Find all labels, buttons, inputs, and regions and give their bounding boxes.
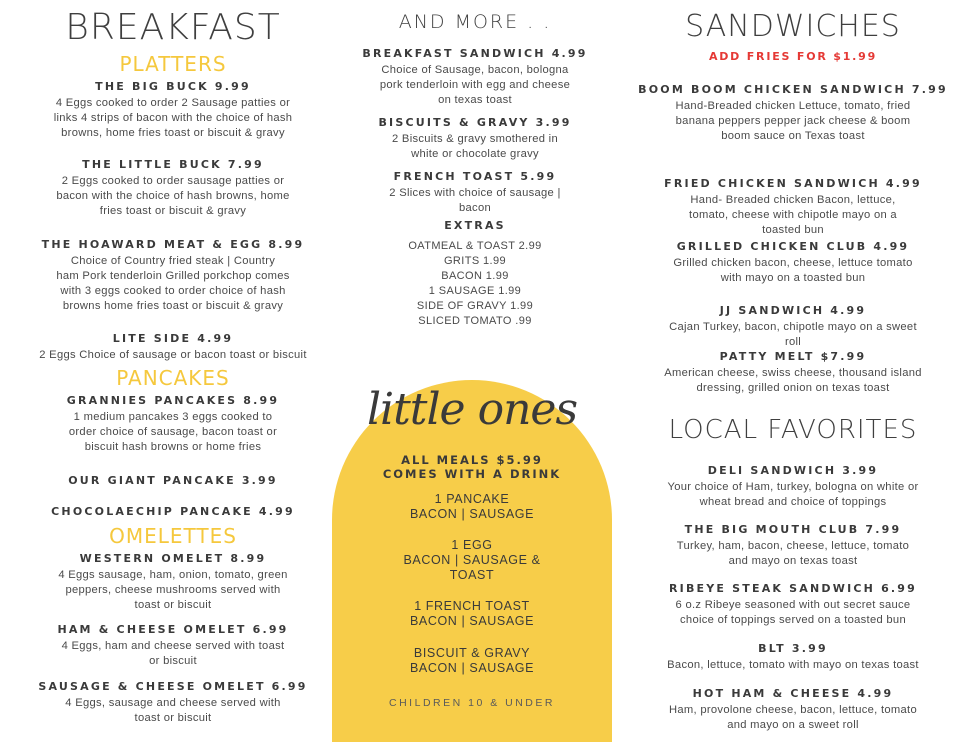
desc-line: Cajan Turkey, bacon, chipotle mayo on a sweet — [669, 321, 917, 333]
item-description — [14, 348, 332, 363]
item-name: DELI SANDWICH 3.99 — [707, 464, 879, 477]
desc-line: with mayo on a toasted bun — [720, 272, 866, 284]
kids-meal-line: TOAST — [449, 568, 495, 582]
item-name: BLT 3.99 — [758, 642, 828, 655]
desc-line: browns, home fries toast or biscuit & gravy — [61, 127, 285, 139]
little-ones-title: little ones — [366, 384, 578, 435]
extras-item: BACON 1.99 — [441, 270, 509, 282]
menu-item — [634, 687, 952, 733]
item-description — [634, 539, 952, 569]
item-description — [634, 658, 952, 673]
sandwiches-column — [634, 0, 952, 742]
desc-line: choice of toppings served on a toasted bun — [680, 614, 906, 626]
item-name: JJ SANDWICH 4.99 — [719, 304, 867, 317]
sandwiches-title: SANDWICHES — [685, 9, 901, 44]
item-description — [14, 568, 332, 613]
item-name: SAUSAGE & CHEESE OMELET 6.99 — [38, 680, 308, 693]
item-name: THE HOAWARD MEAT & EGG 8.99 — [41, 238, 305, 251]
desc-line: and mayo on texas toast — [728, 555, 858, 567]
menu-item — [634, 350, 952, 396]
desc-line: 4 Eggs sausage, ham, onion, tomato, green — [58, 569, 288, 581]
desc-line: and mayo on a sweet roll — [727, 719, 859, 731]
desc-line: white or chocolate gravy — [411, 148, 539, 160]
desc-line: tomato, cheese with chipotle mayo on a — [689, 209, 897, 221]
item-description — [14, 96, 332, 141]
item-name: BREAKFAST SANDWICH 4.99 — [362, 47, 588, 60]
kids-meal-line: BACON | SAUSAGE — [409, 614, 535, 628]
menu-item — [634, 83, 952, 144]
extras-item: GRITS 1.99 — [443, 255, 507, 267]
item-name: RIBEYE STEAK SANDWICH 6.99 — [668, 582, 918, 595]
little-ones-content — [332, 0, 612, 742]
item-name: GRANNIES PANCAKES 8.99 — [66, 394, 280, 407]
item-description — [634, 598, 952, 628]
kids-meal-line: BACON | SAUSAGE & — [403, 553, 541, 567]
extras-item: SIDE OF GRAVY 1.99 — [416, 300, 534, 312]
desc-line: bacon — [459, 202, 491, 214]
desc-line: on texas toast — [438, 94, 512, 106]
extras-item: OATMEAL & TOAST 2.99 — [408, 240, 542, 252]
and-more-title: AND MORE . . — [398, 11, 552, 33]
menu-item — [14, 552, 332, 613]
item-name: THE LITTLE BUCK 7.99 — [82, 158, 264, 171]
menu-item — [14, 394, 332, 455]
desc-line: order choice of sausage, bacon toast or — [68, 426, 278, 438]
menu-item — [14, 474, 332, 488]
desc-line: Choice of Sausage, bacon, bologna — [381, 64, 569, 76]
omelettes-heading: OMELETTES — [109, 524, 237, 548]
desc-line: 1 medium pancakes 3 eggs cooked to — [73, 411, 273, 423]
desc-line: toast or biscuit — [134, 599, 212, 611]
platters-heading: PLATTERS — [119, 52, 227, 76]
item-name: WESTERN OMELET 8.99 — [79, 552, 267, 565]
item-name: BISCUITS & GRAVY 3.99 — [378, 116, 572, 129]
item-description — [634, 366, 952, 396]
desc-line: 2 Eggs Choice of sausage or bacon toast or biscuit — [39, 349, 307, 361]
menu-item — [14, 505, 332, 519]
item-description — [634, 320, 952, 350]
item-name: OUR GIANT PANCAKE 3.99 — [68, 474, 278, 487]
menu-item — [634, 523, 952, 569]
menu-item — [14, 680, 332, 726]
desc-line: dressing, grilled onion on texas toast — [696, 382, 890, 394]
desc-line: boom sauce on Texas toast — [721, 130, 865, 142]
subtitle-line: COMES WITH A DRINK — [382, 467, 562, 481]
item-description — [634, 703, 952, 733]
desc-line: peppers, cheese mushrooms served with — [65, 584, 281, 596]
item-description — [634, 480, 952, 510]
item-name: FRENCH TOAST 5.99 — [393, 170, 557, 183]
desc-line: toast or biscuit — [134, 712, 212, 724]
desc-line: Bacon, lettuce, tomato with mayo on texas toast — [667, 659, 919, 671]
little-ones-subtitle — [332, 453, 612, 481]
item-description — [634, 193, 952, 238]
menu-item — [14, 623, 332, 669]
desc-line: or biscuit — [149, 655, 197, 667]
desc-line: Ham, provolone cheese, bacon, lettuce, tomato — [669, 704, 917, 716]
add-fries-note: ADD FRIES FOR $1.99 — [708, 50, 878, 63]
menu-item — [634, 304, 952, 350]
extras-item: SLICED TOMATO .99 — [418, 315, 532, 327]
breakfast-column — [14, 0, 332, 742]
menu-item — [634, 464, 952, 510]
desc-line: 2 Eggs cooked to order sausage patties or — [61, 175, 285, 187]
desc-line: toasted bun — [762, 224, 824, 236]
item-name: HAM & CHEESE OMELET 6.99 — [57, 623, 289, 636]
desc-line: Hand-Breaded chicken Lettuce, tomato, fried — [675, 100, 911, 112]
desc-line: browns home fries toast or biscuit & gravy — [62, 300, 284, 312]
desc-line: biscuit hash browns or home fries — [84, 441, 262, 453]
desc-line: fries toast or biscuit & gravy — [99, 205, 247, 217]
kids-meal-line: 1 EGG — [451, 538, 493, 552]
item-name: THE BIG BUCK 9.99 — [95, 80, 251, 93]
item-description — [634, 99, 952, 144]
desc-line: 4 Eggs, sausage and cheese served with — [65, 697, 281, 709]
kids-meal — [332, 599, 612, 629]
desc-line: Hand- Breaded chicken Bacon, lettuce, — [690, 194, 896, 206]
desc-line: Grilled chicken bacon, cheese, lettuce tomato — [673, 257, 913, 269]
desc-line: 4 Eggs, ham and cheese served with toast — [61, 640, 285, 652]
desc-line: roll — [784, 336, 802, 348]
desc-line: 6 o.z Ribeye seasoned with out secret sauce — [675, 599, 911, 611]
extras-item: 1 SAUSAGE 1.99 — [428, 285, 522, 297]
item-name: BOOM BOOM CHICKEN SANDWICH 7.99 — [638, 83, 948, 96]
item-description — [634, 256, 952, 286]
desc-line: 2 Biscuits & gravy smothered in — [392, 133, 558, 145]
subtitle-line: ALL MEALS $5.99 — [401, 453, 543, 467]
kids-meal-line: 1 PANCAKE — [434, 492, 510, 506]
little-ones-footer: CHILDREN 10 & UNDER — [389, 697, 555, 709]
desc-line: bacon with the choice of hash browns, home — [56, 190, 290, 202]
desc-line: wheat bread and choice of toppings — [699, 496, 887, 508]
desc-line: banana peppers pepper jack cheese & boom — [675, 115, 911, 127]
extras-heading: EXTRAS — [444, 219, 506, 232]
item-name: FRIED CHICKEN SANDWICH 4.99 — [664, 177, 922, 190]
desc-line: Your choice of Ham, turkey, bologna on white or — [667, 481, 919, 493]
item-name: THE BIG MOUTH CLUB 7.99 — [684, 523, 902, 536]
desc-line: ham Pork tenderloin Grilled porkchop comes — [56, 270, 290, 282]
item-description — [14, 696, 332, 726]
menu-item — [634, 582, 952, 628]
menu-item — [14, 332, 332, 363]
desc-line: 2 Slices with choice of sausage | — [389, 187, 561, 199]
kids-meal-line: BACON | SAUSAGE — [409, 507, 535, 521]
desc-line: links 4 strips of bacon with the choice of hash — [53, 112, 293, 124]
kids-meal-line: BISCUIT & GRAVY — [413, 646, 531, 660]
desc-line: Turkey, ham, bacon, cheese, lettuce, tomato — [676, 540, 910, 552]
kids-meal — [332, 538, 612, 583]
item-name: HOT HAM & CHEESE 4.99 — [692, 687, 894, 700]
desc-line: 4 Eggs cooked to order 2 Sausage patties or — [55, 97, 291, 109]
item-name: LITE SIDE 4.99 — [112, 332, 234, 345]
item-description — [14, 410, 332, 455]
kids-meal-line: BACON | SAUSAGE — [409, 661, 535, 675]
item-description — [14, 639, 332, 669]
kids-meal — [332, 646, 612, 676]
local-favorites-title: LOCAL FAVORITES — [668, 415, 918, 445]
item-name: PATTY MELT $7.99 — [719, 350, 867, 363]
item-description — [14, 254, 332, 314]
desc-line: pork tenderloin with egg and cheese — [379, 79, 571, 91]
desc-line: Choice of Country fried steak | Country — [70, 255, 276, 267]
kids-meal-line: 1 FRENCH TOAST — [414, 599, 530, 613]
menu-item — [14, 80, 332, 141]
item-name: GRILLED CHICKEN CLUB 4.99 — [676, 240, 910, 253]
desc-line: with 3 eggs cooked to order choice of hash — [60, 285, 286, 297]
menu-item — [14, 158, 332, 219]
menu-item — [634, 642, 952, 673]
kids-meal — [332, 492, 612, 522]
pancakes-heading: PANCAKES — [116, 366, 230, 390]
item-name: CHOCOLAECHIP PANCAKE 4.99 — [51, 505, 295, 518]
menu-item — [634, 177, 952, 238]
breakfast-title: BREAKFAST — [65, 7, 281, 48]
menu-item — [14, 238, 332, 314]
desc-line: American cheese, swiss cheese, thousand island — [664, 367, 922, 379]
menu-item — [634, 240, 952, 286]
item-description — [14, 174, 332, 219]
